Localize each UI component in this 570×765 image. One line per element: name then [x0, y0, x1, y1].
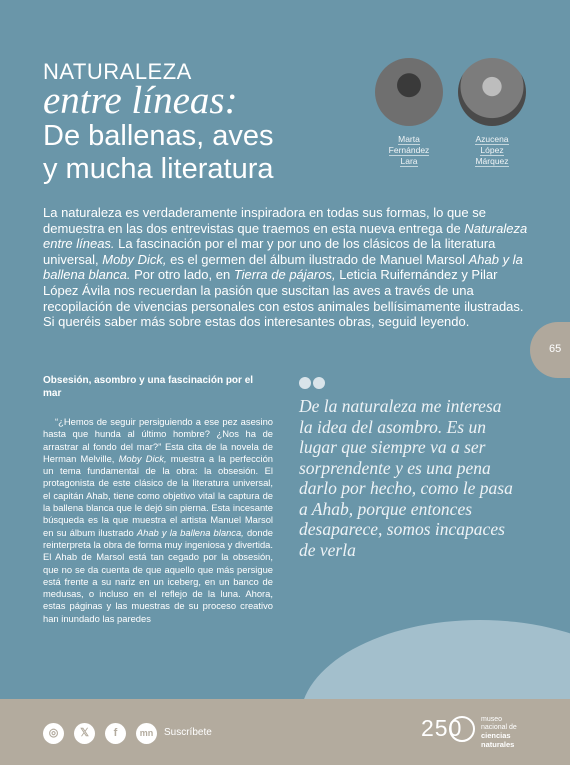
section-heading: Obsesión, asombro y una fascinación por el mar	[43, 375, 254, 399]
quote-mark-icon	[299, 376, 327, 394]
instagram-icon[interactable]: ◎	[43, 723, 64, 744]
article-title	[43, 120, 343, 186]
intro-text: Leticia Ruifernández y Pilar López Ávila nos recuerdan la pasión que suscitan las aves a través de una recopilación de vivencias personales con estos animales bellísimamente ilustradas. Si queréis saber más sobre estas dos interesantes obras, seguid leyendo.	[43, 267, 524, 330]
logo-text-line: nacional de	[481, 724, 517, 731]
author-name-line: López	[480, 145, 504, 155]
article-title-line2: y mucha literatura	[43, 153, 274, 185]
logo-text-line	[481, 741, 517, 750]
intro-paragraph	[43, 205, 529, 330]
logo-text-line: museo	[481, 716, 503, 723]
body-emphasis: Moby Dick,	[118, 452, 167, 464]
mncn-icon[interactable]: mn	[136, 723, 157, 744]
body-column	[43, 416, 273, 625]
intro-text: La naturaleza es verdaderamente inspiradora en todas sus formas, lo que se demuestra en las dos entrevistas que traemos en esta nueva entrega de	[43, 205, 486, 236]
intro-emphasis: Ahab y la ballena blanca.	[43, 251, 523, 283]
author-name-line: Márquez	[475, 156, 509, 166]
author-name-line: Fernández	[388, 145, 430, 155]
intro-text: es el germen del álbum ilustrado de Manuel Marsol	[166, 251, 469, 267]
author-name-line: Azucena	[475, 134, 509, 144]
author-marta	[364, 58, 454, 167]
author-name-line: Lara	[400, 156, 418, 166]
article-title-line1: De ballenas, aves	[43, 120, 274, 152]
facebook-icon[interactable]: f	[105, 723, 126, 744]
logo-text-bold: naturales	[481, 740, 515, 749]
body-text: donde reinterpreta la obra de forma muy ingeniosa y divertida. El Ahab de Marsol está tan cegado por la obsesión, que no se da cuenta de que aquello que más persigue está frente a su nariz en un iceberg, en un banco de medusas, o incluso en el reflejo de la luna. Ahora, estas páginas y las muestras de su proceso creativo han inundado las paredes	[43, 526, 274, 624]
section-script-title: entre líneas:	[43, 79, 238, 122]
author-photo-azucena	[458, 58, 526, 126]
subscribe-link[interactable]: Suscríbete	[164, 727, 212, 738]
author-photo-marta	[375, 58, 443, 126]
logo-emblem-icon	[449, 716, 475, 742]
intro-emphasis: Moby Dick,	[102, 251, 167, 267]
author-azucena	[447, 58, 537, 167]
body-text: muestra a la perfección un tema fundamental de la obra: la obsesión. El protagonista de este clásico de la literatura universal, el capitán Ahab, tiene como objetivo vital la captura de la ballena blanca que le dejó sin pierna. Esta incesante búsqueda es la que muestra el artista Manuel Marsol en su álbum ilustrado	[43, 452, 273, 538]
pull-quote: De la naturaleza me interesa la idea del asombro. Es un lugar que siempre va a ser sorprendente y es una pena darlo por hecho, como le pasa a Ahab, porque entonces desaparece, somos incapaces de verla	[299, 396, 513, 560]
x-icon[interactable]: 𝕏	[74, 723, 95, 744]
intro-emphasis: Tierra de pájaros,	[233, 267, 336, 283]
author-name-line: Marta	[398, 134, 420, 144]
intro-text: La fascinación por el mar y por uno de los clásicos de la literatura universal,	[43, 236, 496, 267]
body-text: “¿Hemos de seguir persiguiendo a ese pez asesino hasta que hunda al último hombre? ¿Nos ha de arrastrar al fondo del mar?” Esta cita de la novela de Herman Melville,	[43, 416, 273, 464]
intro-text: Por otro lado, en	[130, 267, 234, 283]
page-number: 65	[549, 343, 562, 355]
museum-logo	[481, 716, 517, 750]
intro-emphasis: Naturaleza entre líneas.	[43, 220, 528, 252]
logo-number: 250	[421, 715, 463, 741]
author-name-azucena	[447, 134, 537, 167]
author-name-marta	[364, 134, 454, 167]
logo-text-bold: ciencias	[481, 731, 511, 740]
section-kicker: NATURALEZA	[43, 59, 192, 84]
body-emphasis: Ahab y la ballena blanca,	[136, 526, 244, 538]
